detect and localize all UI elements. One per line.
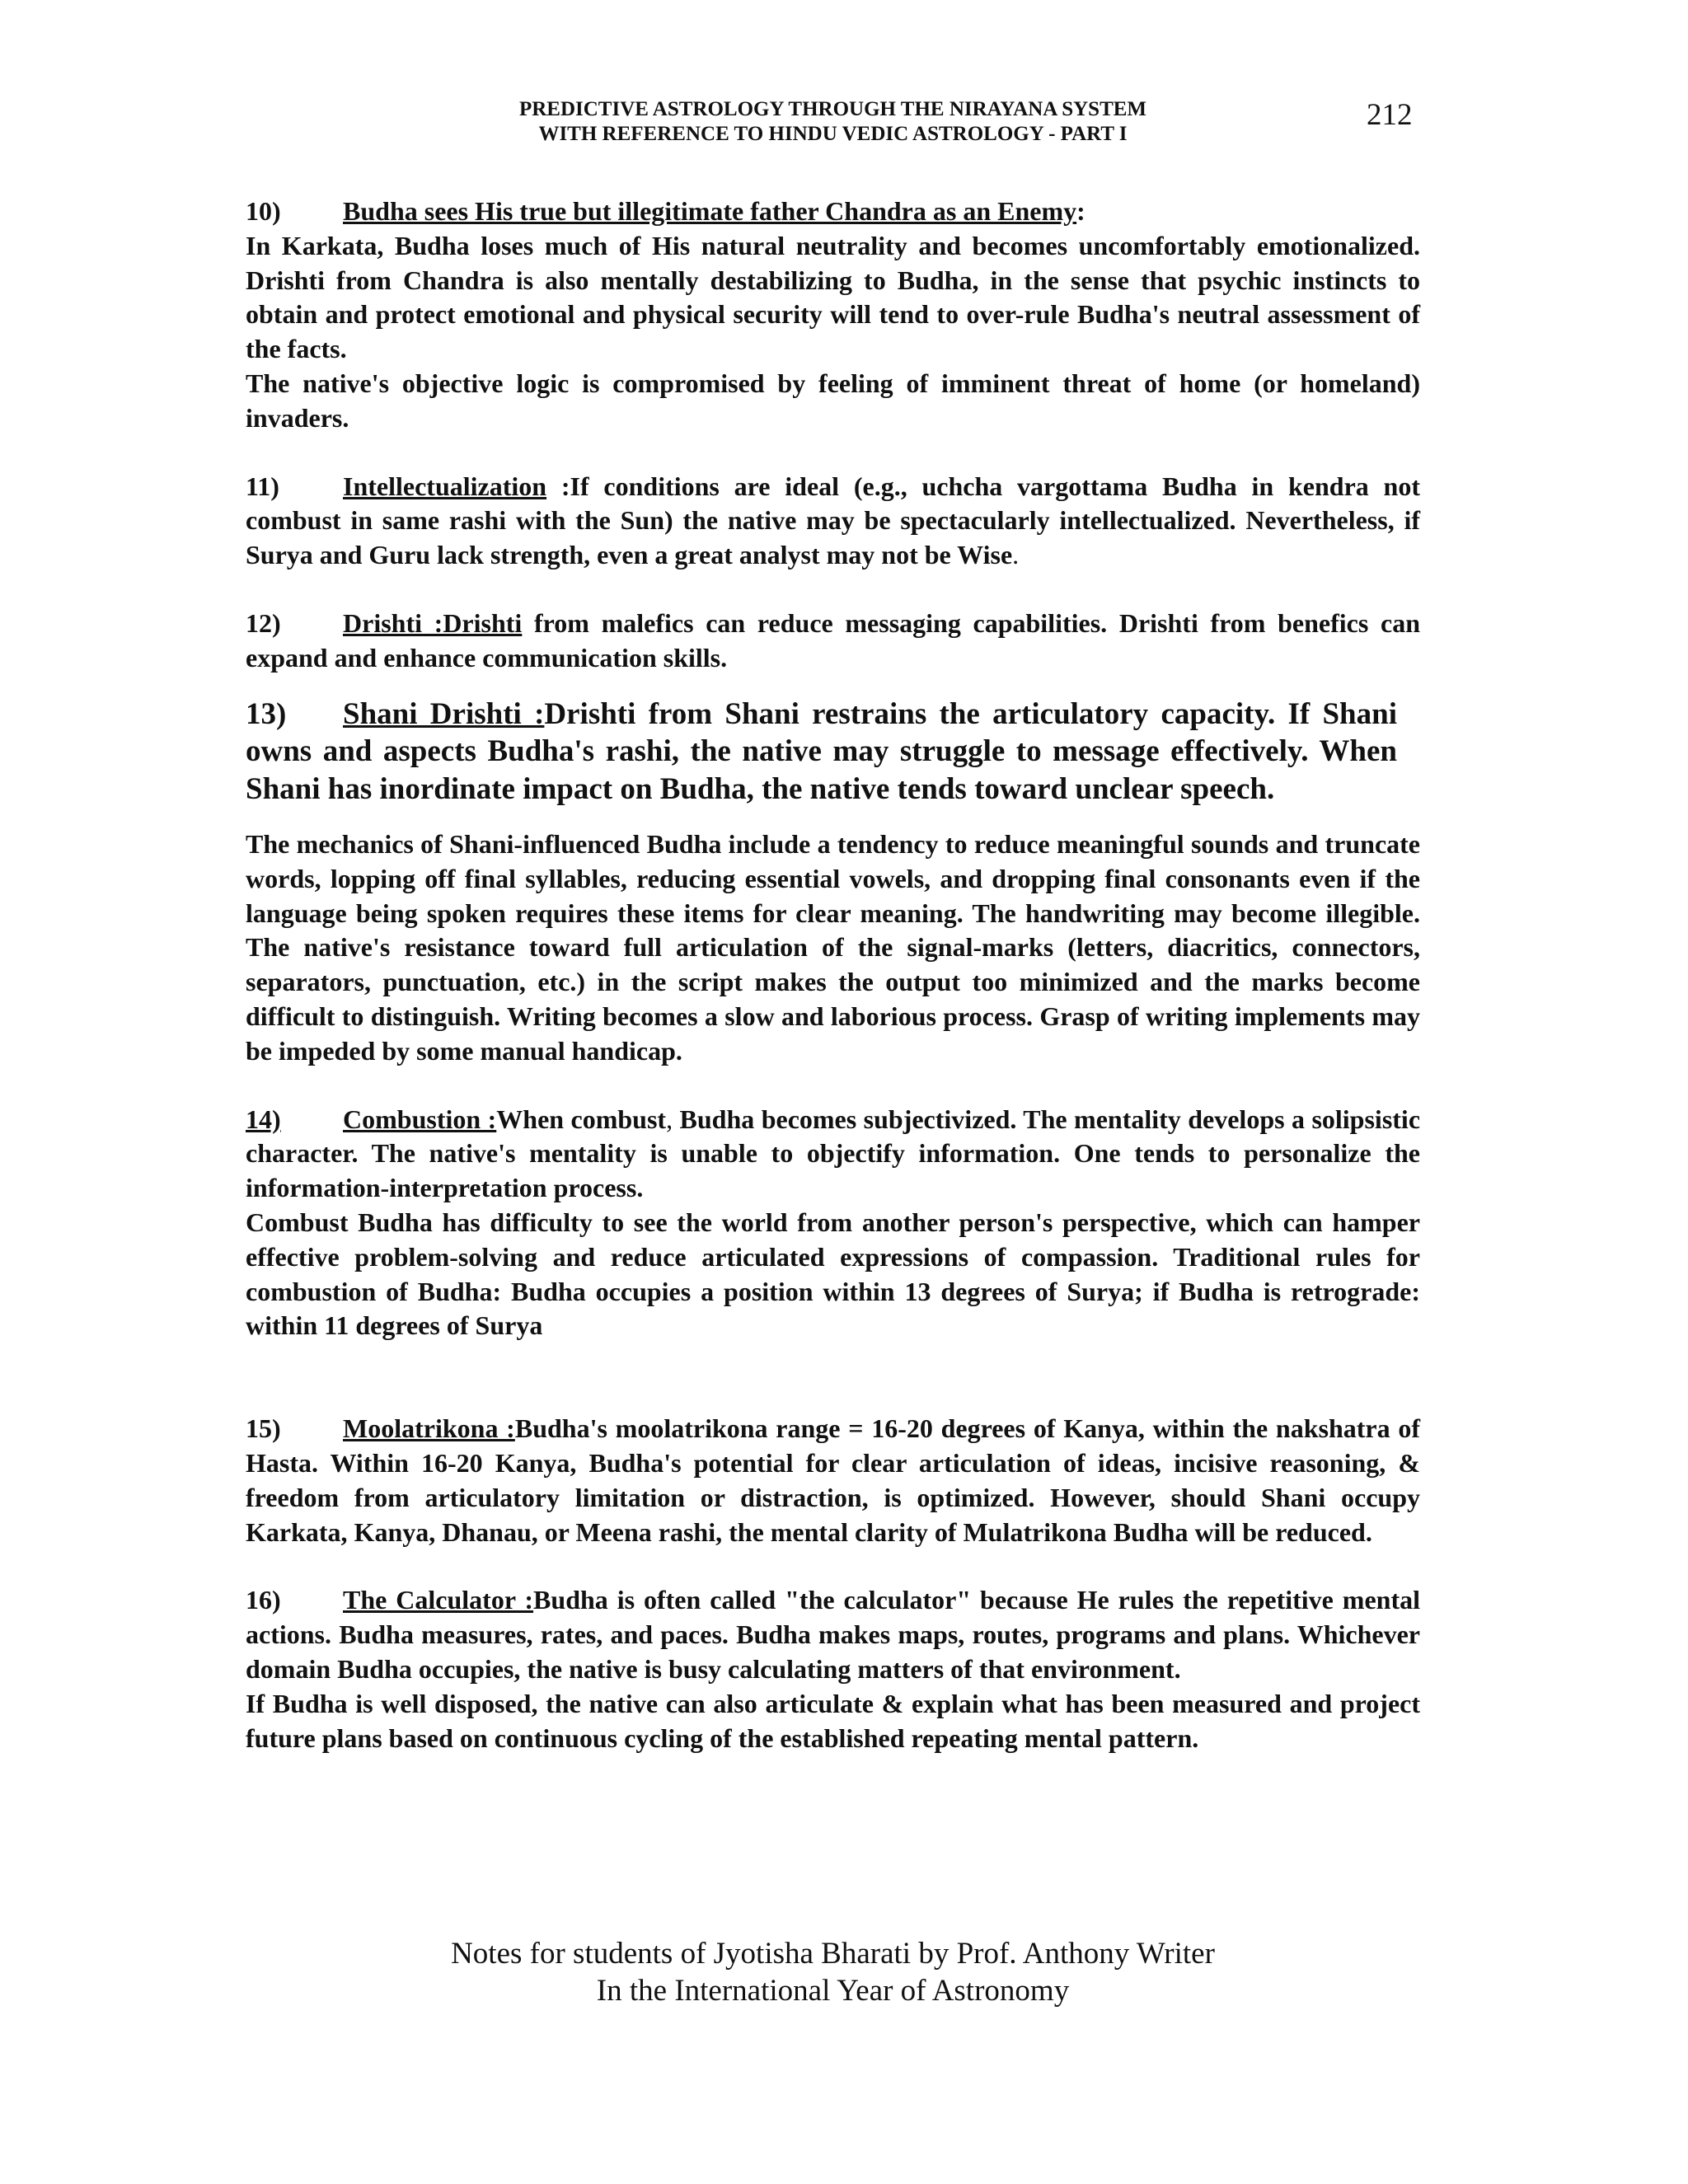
section-10-heading xyxy=(246,194,1420,229)
section-text: :If conditions are ideal (e.g., uchcha vargottama Budha in kendra not combust in same rashi with the Sun) the native may be spectacularly intellectualized. Nevertheless, if Surya and Guru lack strength, even a great analyst may not be Wise xyxy=(246,471,1420,570)
section-number: 12) xyxy=(246,607,281,638)
section-text: Drishti from Shani restrains the articulatory capacity. If Shani owns and aspects Budha's rashi, the native may struggle to message effectively. When Shani has inordinate impact on Budha, the native tends toward unclear speech. xyxy=(246,696,1397,806)
section-11 xyxy=(246,470,1420,573)
section-10-paragraph-2: The native's objective logic is compromised by feeling of imminent threat of home (or homeland) invaders. xyxy=(246,368,1420,433)
section-number: 10) xyxy=(246,196,281,226)
section-text: Budha is often called "the calculator" because He rules the repetitive mental actions. Budha measures, rates, and paces. Budha makes maps, routes, programs and plans. Whichever domain Budha occupies, the native is busy calculating matters of that environment. xyxy=(246,1585,1421,1684)
footer-line-1: Notes for students of Jyotisha Bharati by Prof. Anthony Writer xyxy=(451,1937,1215,1971)
page-body xyxy=(246,194,1420,1755)
section-number: 11) xyxy=(246,471,279,501)
section-number: 14) xyxy=(246,1104,281,1134)
section-text: Budha's moolatrikona range = 16-20 degrees of Kanya, within the nakshatra of Hasta. Within 16-20 Kanya, Budha's potential for clear articulation of ideas, incisive reasoning, & freedom from articulatory limitation or distraction, is optimized. However, should Shani occupy Karkata, Kanya, Dhanau, or Meena rashi, the mental clarity of Mulatrikona Budha will be reduced. xyxy=(246,1413,1421,1547)
section-text: from malefics can reduce messaging capabilities. Drishti from benefics can expand and enhance communication skills. xyxy=(246,607,1421,673)
section-number: 13) xyxy=(246,696,287,731)
header-line-2: WITH REFERENCE TO HINDU VEDIC ASTROLOGY - PART I xyxy=(538,123,1128,145)
section-number: 15) xyxy=(246,1413,281,1444)
section-end-period: . xyxy=(1012,540,1020,570)
header-line-1: PREDICTIVE ASTROLOGY THROUGH THE NIRAYANA SYSTEM xyxy=(518,98,1147,120)
section-16-paragraph-2: If Budha is well disposed, the native can also articulate & explain what has been measured and project future plans based on continuous cycling of the established repeating mental pattern. xyxy=(246,1688,1420,1753)
section-text-2: Budha becomes subjectivized. The mentality develops a solipsistic character. The native's mentality is unable to objectify information. One tends to personalize the information-interpretation process. xyxy=(246,1104,1421,1203)
section-number: 16) xyxy=(246,1585,281,1615)
section-15 xyxy=(246,1412,1420,1549)
page-footer xyxy=(246,1935,1420,2009)
footer-line-2: In the International Year of Astronomy xyxy=(596,1974,1070,2008)
section-title: Intellectualization xyxy=(343,471,547,501)
section-10-paragraph-1: In Karkata, Budha loses much of His natural neutrality and becomes uncomfortably emotionalized. Drishti from Chandra is also mentally destabilizing to Budha, in the sense that psychic instincts to obtain and protect emotional and physical security will tend to over-rule Budha's neutral assessment of the facts. xyxy=(246,230,1420,364)
section-title: Drishti :Drishti xyxy=(343,607,523,638)
section-14-paragraph-2: Combust Budha has difficulty to see the world from another person's perspective, which can hamper effective problem-solving and reduce articulated expressions of compassion. Traditional rules for combustion of Budha: Budha occupies a position within 13 degrees of Surya; if Budha is retrograde: within 11 degrees of Surya xyxy=(246,1207,1420,1341)
page-number: 212 xyxy=(1367,98,1413,132)
section-title: Moolatrikona : xyxy=(343,1413,515,1444)
section-colon: : xyxy=(1076,196,1085,226)
section-comma: , xyxy=(666,1104,673,1134)
section-13 xyxy=(246,696,1397,808)
section-title: Budha sees His true but illegitimate father Chandra as an Enemy xyxy=(343,196,1077,226)
section-title: Shani Drishti : xyxy=(343,696,545,731)
running-header xyxy=(246,97,1420,147)
section-14 xyxy=(246,1103,1420,1206)
section-title: The Calculator : xyxy=(343,1585,534,1615)
section-12 xyxy=(246,607,1420,676)
section-text-1: When combust xyxy=(496,1104,667,1134)
section-16 xyxy=(246,1583,1420,1686)
section-title: Combustion : xyxy=(343,1104,497,1134)
section-13-paragraph-2: The mechanics of Shani-influenced Budha include a tendency to reduce meaningful sounds and truncate words, lopping off final syllables, reducing essential vowels, and dropping final consonants even if the language being spoken requires these items for clear meaning. The handwriting may become illegible. The native's resistance toward full articulation of the signal-marks (letters, diacritics, connectors, separators, punctuation, etc.) in the script makes the output too minimized and the marks become difficult to distinguish. Writing becomes a slow and laborious process. Grasp of writing implements may be impeded by some manual handicap. xyxy=(246,829,1420,1066)
